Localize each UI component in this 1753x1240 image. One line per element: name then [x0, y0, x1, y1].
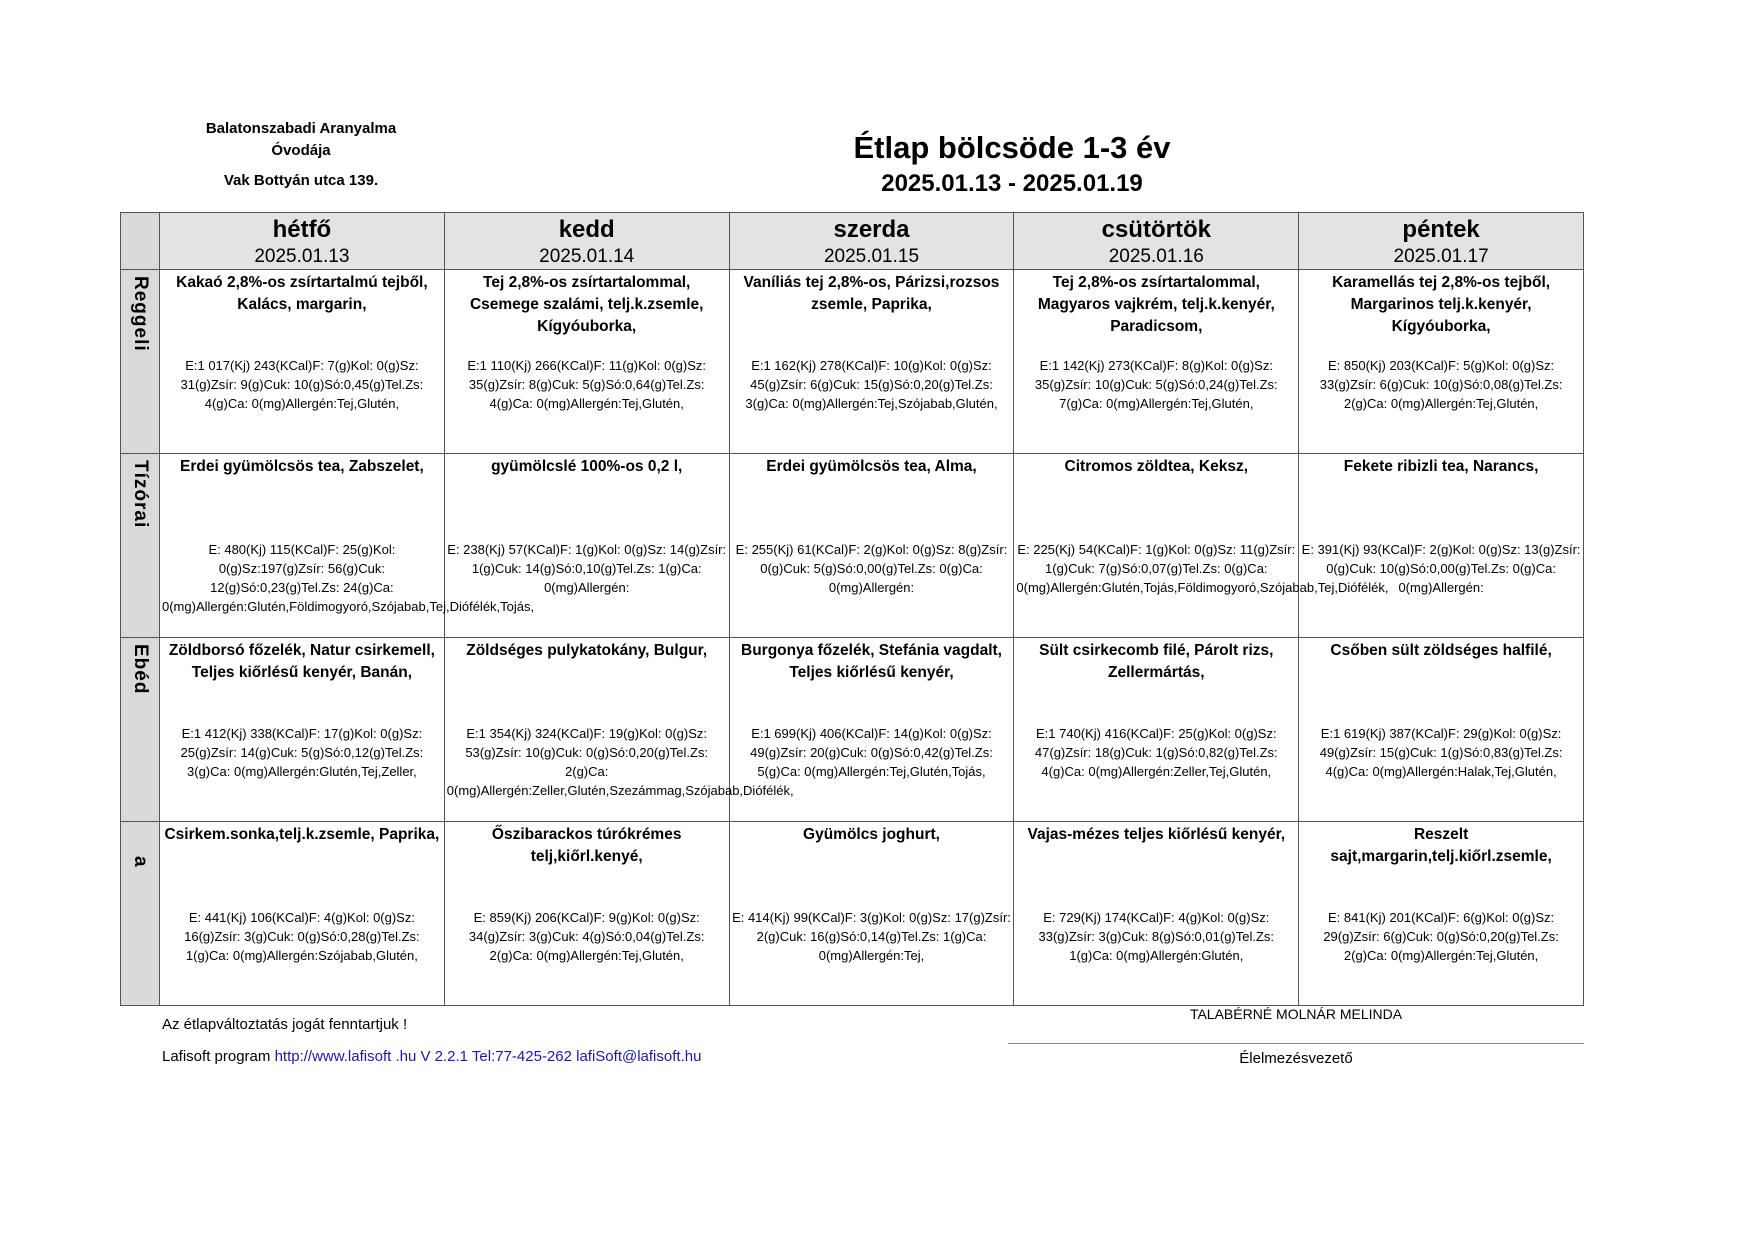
meal-label-cell — [121, 270, 160, 454]
nutrition-text: E: 391(Kj) 93(KCal)F: 2(g)Kol: 0(g)Sz: 13(g)Zsír: 0(g)Cuk: 10(g)Só:0,00(g)Tel.Zs: 0(g)Ca: 0(mg)Allergén: — [1301, 542, 1581, 595]
nutrition-text: E:1 017(Kj) 243(KCal)F: 7(g)Kol: 0(g)Sz: 31(g)Zsír: 9(g)Cuk: 10(g)Só:0,45(g)Tel.Zs: 4(g)Ca: 0(mg)Allergén:Tej,Glutén, — [180, 358, 424, 411]
food-text: Kakaó 2,8%-os zsírtartalmú tejből, Kalács, margarin, — [176, 274, 428, 313]
nutrition-text: E:1 354(Kj) 324(KCal)F: 19(g)Kol: 0(g)Sz: 53(g)Zsír: 10(g)Cuk: 0(g)Só:0,20(g)Tel.Zs: 2(g)Ca: 0(mg)Allergén:Zeller,Glutén,Szezámmag,Szójabab,Diófélék, — [446, 726, 794, 798]
food-text: Citromos zöldtea, Keksz, — [1064, 458, 1249, 475]
meal-label-cell — [121, 454, 160, 638]
menu-cell — [1299, 638, 1584, 822]
food-text: Erdei gyümölcsös tea, Alma, — [766, 458, 977, 475]
nutrition-text: E:1 412(Kj) 338(KCal)F: 17(g)Kol: 0(g)Sz: 25(g)Zsír: 14(g)Cuk: 5(g)Só:0,12(g)Tel.Zs: 3(g)Ca: 0(mg)Allergén:Glutén,Tej,Zeller, — [180, 726, 424, 779]
menu-cell — [729, 638, 1014, 822]
food-text: Tej 2,8%-os zsírtartalommal, Csemege szalámi, telj.k.zsemle, Kígyóuborka, — [469, 274, 704, 335]
signer-name: TALABÉRNÉ MOLNÁR MELINDA — [1189, 1006, 1403, 1022]
meal-label: Ebéd — [130, 644, 151, 695]
meal-row-breakfast — [121, 270, 1584, 454]
nutrition-text: E: 255(Kj) 61(KCal)F: 2(g)Kol: 0(g)Sz: 8(g)Zsír: 0(g)Cuk: 5(g)Só:0,00(g)Tel.Zs: 0(g)Ca: 0(mg)Allergén: — [735, 542, 1008, 595]
signer-role: Élelmezésvezető — [1239, 1050, 1353, 1067]
menu-cell — [444, 638, 794, 822]
menu-cell — [1014, 454, 1389, 638]
food-text: Zöldborsó főzelék, Natur csirkemell, Teljes kiőrlésű kenyér, Banán, — [168, 642, 435, 681]
meal-row-afternoon-snack — [121, 822, 1584, 1006]
menu-cell — [160, 638, 445, 822]
meal-row-snack — [121, 454, 1584, 638]
food-text: Erdei gyümölcsös tea, Zabszelet, — [180, 458, 424, 475]
nutrition-text: E: 225(Kj) 54(KCal)F: 1(g)Kol: 0(g)Sz: 11(g)Zsír: 1(g)Cuk: 7(g)Só:0,07(g)Tel.Zs: 0(g)Ca: 0(mg)Allergén:Glutén,Tojás,Földimogyoró,Szójabab,Tej,Diófélék, — [1016, 542, 1389, 595]
menu-cell — [1014, 638, 1299, 822]
day-date: 2025.01.13 — [254, 246, 350, 267]
nutrition-text: E: 480(Kj) 115(KCal)F: 25(g)Kol: 0(g)Sz:197(g)Zsír: 56(g)Cuk: 12(g)Só:0,23(g)Tel.Zs: 24(g)Ca: 0(mg)Allergén:Glutén,Földimogyoró,Szójabab,Tej,Diófélék,Tojás, — [162, 542, 535, 614]
corner-cell — [121, 213, 160, 270]
food-text: Csirkem.sonka,telj.k.zsemle, Paprika, — [164, 826, 440, 843]
menu-cell — [1299, 270, 1584, 454]
signature-line — [1008, 1043, 1584, 1044]
menu-period: 2025.01.13 - 2025.01.19 — [881, 170, 1143, 197]
day-name: kedd — [558, 216, 615, 243]
menu-cell — [160, 454, 535, 638]
nutrition-text: E:1 699(Kj) 406(KCal)F: 14(g)Kol: 0(g)Sz: 49(g)Zsír: 20(g)Cuk: 0(g)Só:0,42(g)Tel.Zs: 5(g)Ca: 0(mg)Allergén:Tej,Glutén,Tojás, — [750, 726, 993, 779]
nutrition-text: E: 238(Kj) 57(KCal)F: 1(g)Kol: 0(g)Sz: 14(g)Zsír: 1(g)Cuk: 14(g)Só:0,10(g)Tel.Zs: 1(g)Ca: 0(mg)Allergén: — [447, 542, 727, 595]
menu-title: Étlap bölcsöde 1-3 év — [853, 130, 1171, 165]
day-header-mon — [160, 213, 445, 270]
meal-label: Tízórai — [130, 460, 151, 529]
nutrition-text: E:1 142(Kj) 273(KCal)F: 8(g)Kol: 0(g)Sz: 35(g)Zsír: 10(g)Cuk: 5(g)Só:0,24(g)Tel.Zs: 7(g)Ca: 0(mg)Allergén:Tej,Glutén, — [1034, 358, 1278, 411]
day-date: 2025.01.17 — [1393, 246, 1489, 267]
menu-cell — [1299, 822, 1584, 1006]
day-date: 2025.01.14 — [539, 246, 635, 267]
nutrition-text: E:1 110(Kj) 266(KCal)F: 11(g)Kol: 0(g)Sz: 35(g)Zsír: 8(g)Cuk: 5(g)Só:0,64(g)Tel.Zs: 4(g)Ca: 0(mg)Allergén:Tej,Glutén, — [467, 358, 707, 411]
menu-cell — [1299, 454, 1584, 638]
menu-cell — [729, 822, 1014, 1006]
day-header-tue — [444, 213, 729, 270]
institution-line-1: Balatonszabadi Aranyalma — [205, 120, 397, 137]
program-link[interactable]: http://www.lafisoft .hu V 2.2.1 Tel:77-425-262 lafiSoft@lafisoft.hu — [274, 1048, 702, 1065]
nutrition-text: E: 841(Kj) 201(KCal)F: 6(g)Kol: 0(g)Sz: 29(g)Zsír: 6(g)Cuk: 0(g)Só:0,20(g)Tel.Zs: 2(g)Ca: 0(mg)Allergén:Tej,Glutén, — [1323, 910, 1559, 963]
nutrition-text: E:1 162(Kj) 278(KCal)F: 10(g)Kol: 0(g)Sz: 45(g)Zsír: 6(g)Cuk: 15(g)Só:0,20(g)Tel.Zs: 3(g)Ca: 0(mg)Allergén:Tej,Szójabab,Glutén, — [745, 358, 998, 411]
day-date: 2025.01.15 — [823, 246, 920, 267]
nutrition-text: E: 850(Kj) 203(KCal)F: 5(g)Kol: 0(g)Sz: 33(g)Zsír: 6(g)Cuk: 10(g)Só:0,08(g)Tel.Zs: 2(g)Ca: 0(mg)Allergén:Tej,Glutén, — [1319, 358, 1563, 411]
menu-cell — [444, 270, 729, 454]
food-text: Sült csirkecomb filé, Párolt rizs, Zellermártás, — [1039, 642, 1274, 681]
food-text: Gyümölcs joghurt, — [803, 826, 940, 843]
nutrition-text: E: 859(Kj) 206(KCal)F: 9(g)Kol: 0(g)Sz: 34(g)Zsír: 3(g)Cuk: 4(g)Só:0,04(g)Tel.Zs: 2(g)Ca: 0(mg)Allergén:Tej,Glutén, — [468, 910, 705, 963]
food-text: gyümölcslé 100%-os 0,2 l, — [491, 458, 683, 475]
meal-label: Reggeli — [130, 276, 151, 352]
menu-cell — [729, 454, 1014, 638]
day-header-fri — [1299, 213, 1584, 270]
day-name: hétfő — [272, 216, 332, 243]
day-name: csütörtök — [1101, 216, 1211, 243]
institution-address: Vak Bottyán utca 139. — [223, 172, 379, 189]
day-header-thu — [1014, 213, 1299, 270]
nutrition-text: E:1 740(Kj) 416(KCal)F: 25(g)Kol: 0(g)Sz: 47(g)Zsír: 18(g)Cuk: 1(g)Só:0,82(g)Tel.Zs: 4(g)Ca: 0(mg)Allergén:Zeller,Tej,Glutén, — [1034, 726, 1278, 779]
institution-name — [170, 118, 432, 162]
menu-cell — [444, 822, 729, 1006]
food-text: Tej 2,8%-os zsírtartalommal, Magyaros vajkrém, telj.k.kenyér, Paradicsom, — [1037, 274, 1275, 335]
menu-cell — [729, 270, 1014, 454]
nutrition-text: E:1 619(Kj) 387(KCal)F: 29(g)Kol: 0(g)Sz: 49(g)Zsír: 15(g)Cuk: 1(g)Só:0,83(g)Tel.Zs: 4(g)Ca: 0(mg)Allergén:Halak,Tej,Glutén, — [1319, 726, 1563, 779]
day-name: péntek — [1402, 216, 1480, 243]
menu-cell — [1014, 822, 1299, 1006]
food-text: Karamellás tej 2,8%-os tejből, Margarinos telj.k.kenyér, Kígyóuborka, — [1332, 274, 1551, 335]
program-info — [162, 1048, 701, 1065]
change-notice: Az étlapváltoztatás jogát fenntartjuk ! — [162, 1016, 408, 1033]
nutrition-text: E: 441(Kj) 106(KCal)F: 4(g)Kol: 0(g)Sz: 16(g)Zsír: 3(g)Cuk: 0(g)Só:0,28(g)Tel.Zs: 1(g)Ca: 0(mg)Allergén:Szójabab,Glutén, — [184, 910, 420, 963]
menu-cell — [160, 270, 445, 454]
meal-row-lunch — [121, 638, 1584, 822]
food-text: Vaníliás tej 2,8%-os, Párizsi,rozsos zsemle, Paprika, — [743, 274, 1000, 313]
institution-line-2: Óvodája — [271, 142, 331, 159]
nutrition-text: E: 414(Kj) 99(KCal)F: 3(g)Kol: 0(g)Sz: 17(g)Zsír: 2(g)Cuk: 16(g)Só:0,14(g)Tel.Zs: 1(g)Ca: 0(mg)Allergén:Tej, — [732, 910, 1011, 963]
nutrition-text: E: 729(Kj) 174(KCal)F: 4(g)Kol: 0(g)Sz: 33(g)Zsír: 3(g)Cuk: 8(g)Só:0,01(g)Tel.Zs: 1(g)Ca: 0(mg)Allergén:Glutén, — [1038, 910, 1275, 963]
day-name: szerda — [833, 216, 910, 243]
food-text: Csőben sült zöldséges halfilé, — [1330, 642, 1552, 659]
food-text: Fekete ribizli tea, Narancs, — [1343, 458, 1539, 475]
food-text: Zöldséges pulykatokány, Bulgur, — [466, 642, 708, 659]
meal-label: a — [130, 856, 151, 868]
food-text: Vajas-mézes teljes kiőrlésű kenyér, — [1027, 826, 1286, 843]
menu-cell — [160, 822, 445, 1006]
menu-cell — [444, 454, 729, 638]
food-text: Őszibarackos túrókrémes telj,kiőrl.kenyé, — [491, 826, 682, 865]
day-date: 2025.01.16 — [1108, 246, 1204, 267]
food-text: Burgonya főzelék, Stefánia vagdalt, Teljes kiőrlésű kenyér, — [741, 642, 1002, 681]
menu-table — [120, 212, 1584, 1006]
meal-label-cell — [121, 822, 160, 1006]
day-header-wed — [729, 213, 1014, 270]
menu-cell — [1014, 270, 1299, 454]
program-prefix: Lafisoft program — [162, 1048, 271, 1065]
day-header-row — [121, 213, 1584, 270]
food-text: Reszelt sajt,margarin,telj.kiőrl.zsemle, — [1330, 826, 1552, 865]
meal-label-cell — [121, 638, 160, 822]
